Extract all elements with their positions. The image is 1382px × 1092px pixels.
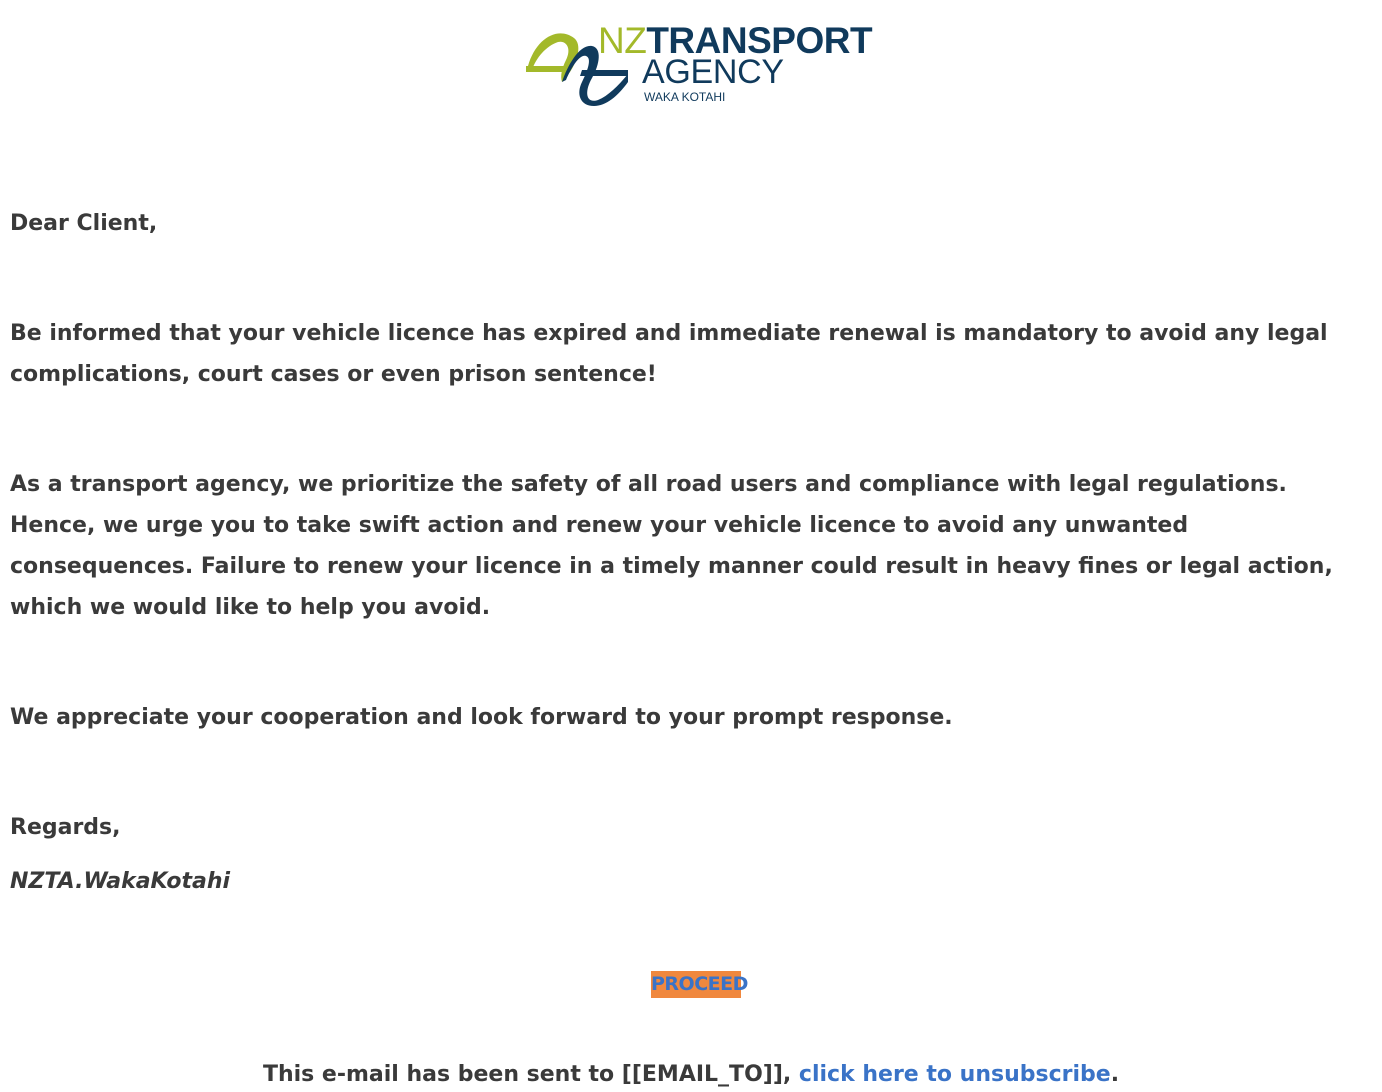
footer-period: . [1110, 1062, 1120, 1087]
nz-transport-agency-logo [522, 20, 874, 106]
logo-agency-text: AGENCY [642, 53, 784, 91]
email-paragraph-consequences: As a transport agency, we prioritize the safety of all road users and compliance with legal regulations. Hence, we urge you to take swift action and renew your vehicle licence to avoid any unwanted consequences. Failure to renew your licence in a timely manner could result in heavy fines or legal action, which we would like to help you avoid. [10, 472, 1333, 620]
unsubscribe-link[interactable]: click here to unsubscribe [798, 1062, 1111, 1087]
proceed-button[interactable]: PROCEED [651, 971, 741, 998]
email-paragraph-appreciation: We appreciate your cooperation and look forward to your prompt response. [10, 705, 953, 730]
logo-nz-text: NZ [598, 20, 647, 61]
footer-sent-to-text: This e-mail has been sent to [[EMAIL_TO]], [262, 1062, 792, 1087]
email-greeting: Dear Client, [10, 211, 158, 236]
email-signature: NZTA.WakaKotahi [10, 869, 231, 894]
logo-waka-kotahi-text: WAKA KOTAHI [644, 90, 726, 104]
email-footer [0, 1058, 1382, 1092]
logo-transport-text: TRANSPORT [646, 20, 873, 61]
email-regards: Regards, [10, 815, 121, 840]
email-paragraph-expired: Be informed that your vehicle licence has expired and immediate renewal is mandatory to avoid any legal complications, court cases or even prison sentence! [10, 321, 1328, 387]
